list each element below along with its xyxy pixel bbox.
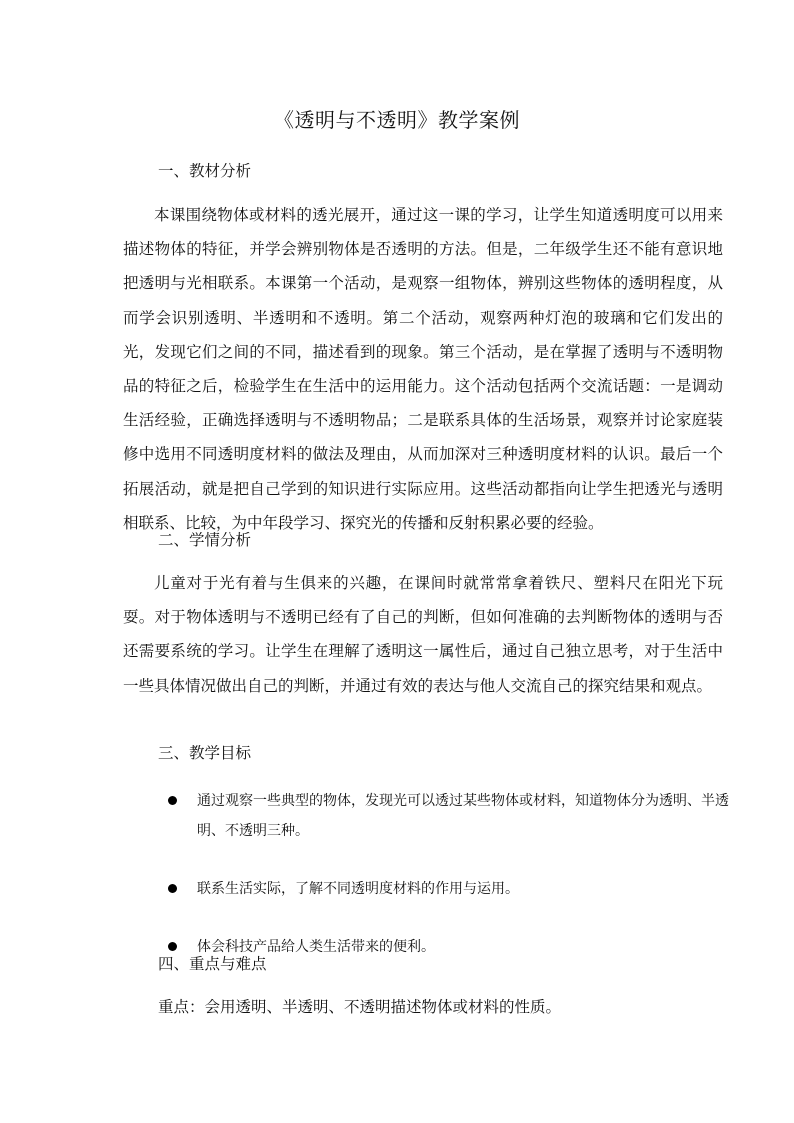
list-item-text: 通过观察一些典型的物体，发现光可以透过某些物体或材料，知道物体分为透明、半透明、不透明三种。 — [197, 793, 729, 839]
document-title: 《透明与不透明》教学案例 — [274, 108, 520, 132]
section-heading-textbook-analysis: 一、教材分析 — [158, 162, 252, 180]
teaching-goals-list — [165, 786, 735, 962]
section-heading-teaching-goals: 三、教学目标 — [158, 744, 252, 762]
list-item — [165, 786, 735, 846]
list-item-text: 联系生活实际，了解不同透明度材料的作用与运用。 — [197, 881, 519, 897]
section-paragraph-learner-analysis: 儿童对于光有着与生俱来的兴趣，在课间时就常常拿着铁尺、塑料尺在阳光下玩耍。对于物体透明与不透明已经有了自己的判断，但如何准确的去判断物体的透明与否还需要系统的学习。让学生在理解了透明这一属性后，通过自己独立思考，对于生活中一些具体情况做出自己的判断，并通过有效的表达与他人交流自己的探究结果和观点。 — [123, 574, 723, 695]
bullet-icon — [168, 796, 177, 805]
section-heading-learner-analysis: 二、学情分析 — [158, 531, 252, 549]
bullet-icon — [168, 884, 177, 893]
bullet-icon — [168, 942, 177, 951]
section-paragraph-textbook-analysis: 本课围绕物体或材料的透光展开，通过这一课的学习，让学生知道透明度可以用来描述物体的特征，并学会辨别物体是否透明的方法。但是，二年级学生还不能有意识地把透明与光相联系。本课第一个活动，是观察一组物体，辨别这些物体的透明程度，从而学会识别透明、半透明和不透明。第二个活动，观察两种灯泡的玻璃和它们发出的光，发现它们之间的不同，描述看到的现象。第三个活动，是在掌握了透明与不透明物品的特征之后，检验学生在生活中的运用能力。这个活动包括两个交流话题：一是调动生活经验，正确选择透明与不透明物品；二是联系具体的生活场景，观察并讨论家庭装修中选用不同透明度材料的做法及理由，从而加深对三种透明度材料的认识。最后一个拓展活动，就是把自己学到的知识进行实际应用。这些活动都指向让学生把透光与透明相联系、比较，为中年段学习、探究光的传播和反射积累必要的经验。 — [123, 206, 723, 532]
list-item-text: 体会科技产品给人类生活带来的便利。 — [197, 939, 435, 955]
key-points-line: 重点：会用透明、半透明、不透明描述物体或材料的性质。 — [158, 998, 562, 1016]
section-heading-key-points: 四、重点与难点 — [158, 955, 267, 973]
list-item — [165, 874, 735, 904]
